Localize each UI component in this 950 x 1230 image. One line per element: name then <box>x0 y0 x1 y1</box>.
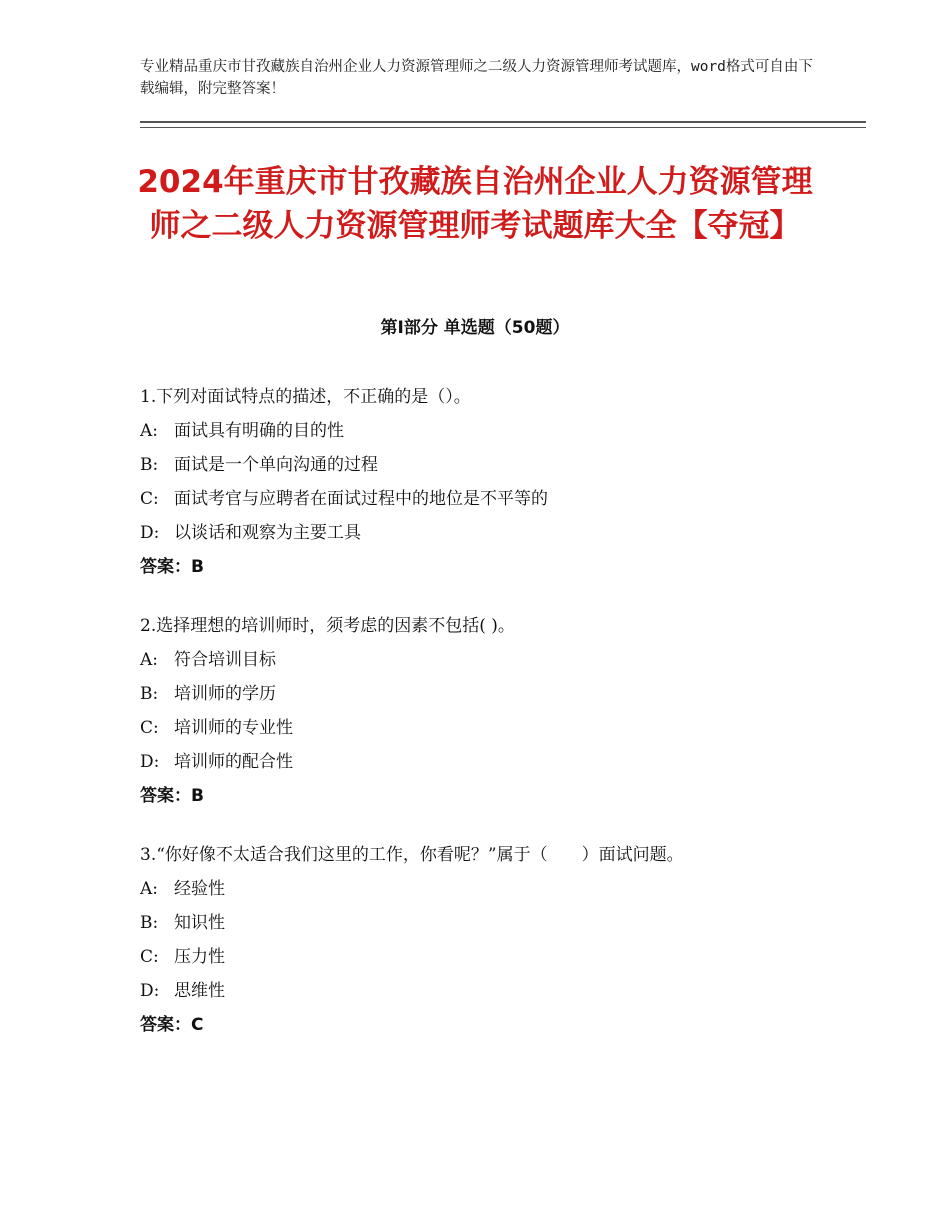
option-a <box>140 414 820 448</box>
answer: 答案：B <box>140 557 204 577</box>
option-letter: A: <box>140 879 159 899</box>
option-c <box>140 482 820 516</box>
section-heading: 第Ⅰ部分 单选题（50题） <box>380 318 570 338</box>
option-text: 知识性 <box>174 913 225 933</box>
option-c <box>140 711 820 745</box>
option-text: 符合培训目标 <box>174 650 276 670</box>
option-d <box>140 516 820 550</box>
question-2 <box>140 609 820 813</box>
page-header: 专业精品重庆市甘孜藏族自治州企业人力资源管理师之二级人力资源管理师考试题库，word格式可自由下载编辑，附完整答案！ <box>140 59 813 97</box>
question-1 <box>140 380 820 584</box>
option-text: 面试考官与应聘者在面试过程中的地位是不平等的 <box>174 489 548 509</box>
question-3 <box>140 838 820 1042</box>
option-letter: C: <box>140 718 159 738</box>
option-letter: B: <box>140 684 159 704</box>
header-divider <box>140 121 866 128</box>
option-letter: C: <box>140 489 159 509</box>
option-b <box>140 448 820 482</box>
document-title: 2024年重庆市甘孜藏族自治州企业人力资源管理师之二级人力资源管理师考试题库大全【夺冠】 <box>137 164 813 244</box>
option-c <box>140 940 820 974</box>
option-text: 以谈话和观察为主要工具 <box>174 523 361 543</box>
option-letter: D: <box>140 523 160 543</box>
option-b <box>140 906 820 940</box>
option-text: 面试具有明确的目的性 <box>174 421 344 441</box>
option-a <box>140 643 820 677</box>
option-d <box>140 745 820 779</box>
question-list <box>140 380 820 1067</box>
option-text: 培训师的配合性 <box>174 752 293 772</box>
option-d <box>140 974 820 1008</box>
question-stem: 3.“你好像不太适合我们这里的工作，你看呢？”属于（ ）面试问题。 <box>140 845 684 865</box>
option-letter: D: <box>140 981 160 1001</box>
option-letter: D: <box>140 752 160 772</box>
option-b <box>140 677 820 711</box>
question-stem: 2.选择理想的培训师时，须考虑的因素不包括( )。 <box>140 616 515 636</box>
answer: 答案：B <box>140 786 204 806</box>
option-letter: B: <box>140 913 159 933</box>
option-text: 经验性 <box>174 879 225 899</box>
option-a <box>140 872 820 906</box>
answer: 答案：C <box>140 1015 204 1035</box>
option-letter: C: <box>140 947 159 967</box>
question-stem: 1.下列对面试特点的描述，不正确的是（）。 <box>140 387 471 407</box>
option-letter: A: <box>140 421 159 441</box>
option-letter: A: <box>140 650 159 670</box>
option-text: 思维性 <box>174 981 225 1001</box>
option-text: 面试是一个单向沟通的过程 <box>174 455 378 475</box>
option-text: 培训师的专业性 <box>174 718 293 738</box>
option-text: 培训师的学历 <box>174 684 276 704</box>
option-text: 压力性 <box>174 947 225 967</box>
option-letter: B: <box>140 455 159 475</box>
